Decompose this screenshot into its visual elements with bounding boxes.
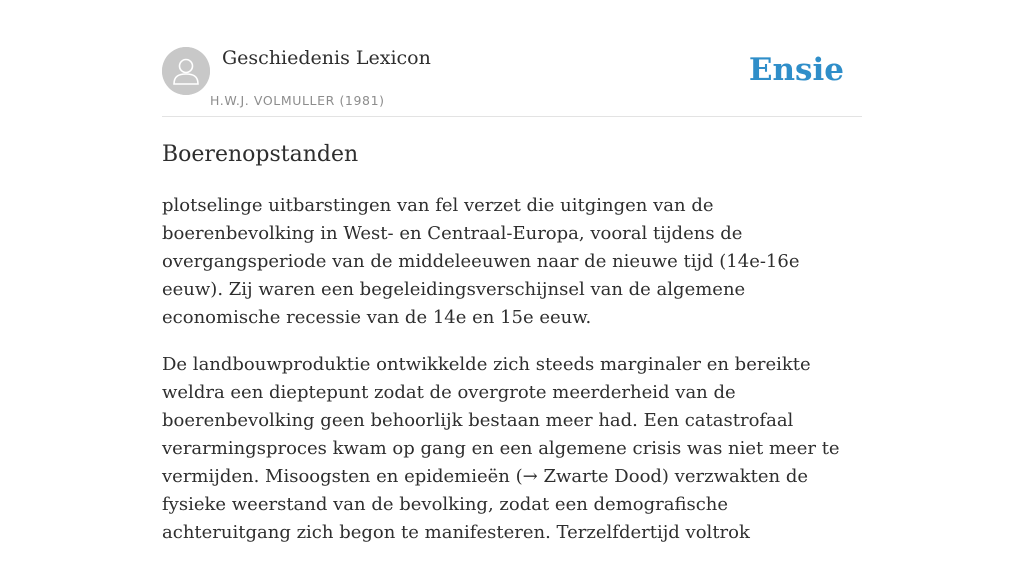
entry-paragraph: plotselinge uitbarstingen van fel verzet die uitgingen van de boerenbevolking in West- en Centraal-Europa, vooral tijdens de overgangsperiode van de middeleeuwen naar de nieuwe tijd (14e-16e eeuw). Zij waren een begeleidingsverschijnsel van de algemene economische recessie van de 14e en 15e eeuw. [162, 195, 800, 328]
entry-paragraph: De landbouwproduktie ontwikkelde zich steeds marginaler en bereikte weldra een dieptepunt zodat de overgrote meerderheid van de boerenbevolking geen behoorlijk bestaan meer had. Een catastrofaal verarmingsproces kwam op gang en een algemene crisis was niet meer te vermijden. Misoogsten en epidemieën (→ Zwarte Dood) verzwakten de fysieke weerstand van de bevolking, zodat een demografische achteruitgang zich begon te manifesteren. Terzelfdertijd voltrok [162, 354, 840, 543]
ensie-logo[interactable]: Ensie [748, 52, 844, 88]
entry-body [162, 192, 862, 566]
page [162, 0, 862, 543]
source-title[interactable]: Geschiedenis Lexicon [222, 47, 431, 69]
source-author[interactable]: H.W.J. VOLMULLER (1981) [210, 93, 385, 108]
entry-header [162, 46, 862, 117]
user-icon[interactable] [162, 47, 210, 95]
entry-title: Boerenopstanden [162, 142, 359, 167]
